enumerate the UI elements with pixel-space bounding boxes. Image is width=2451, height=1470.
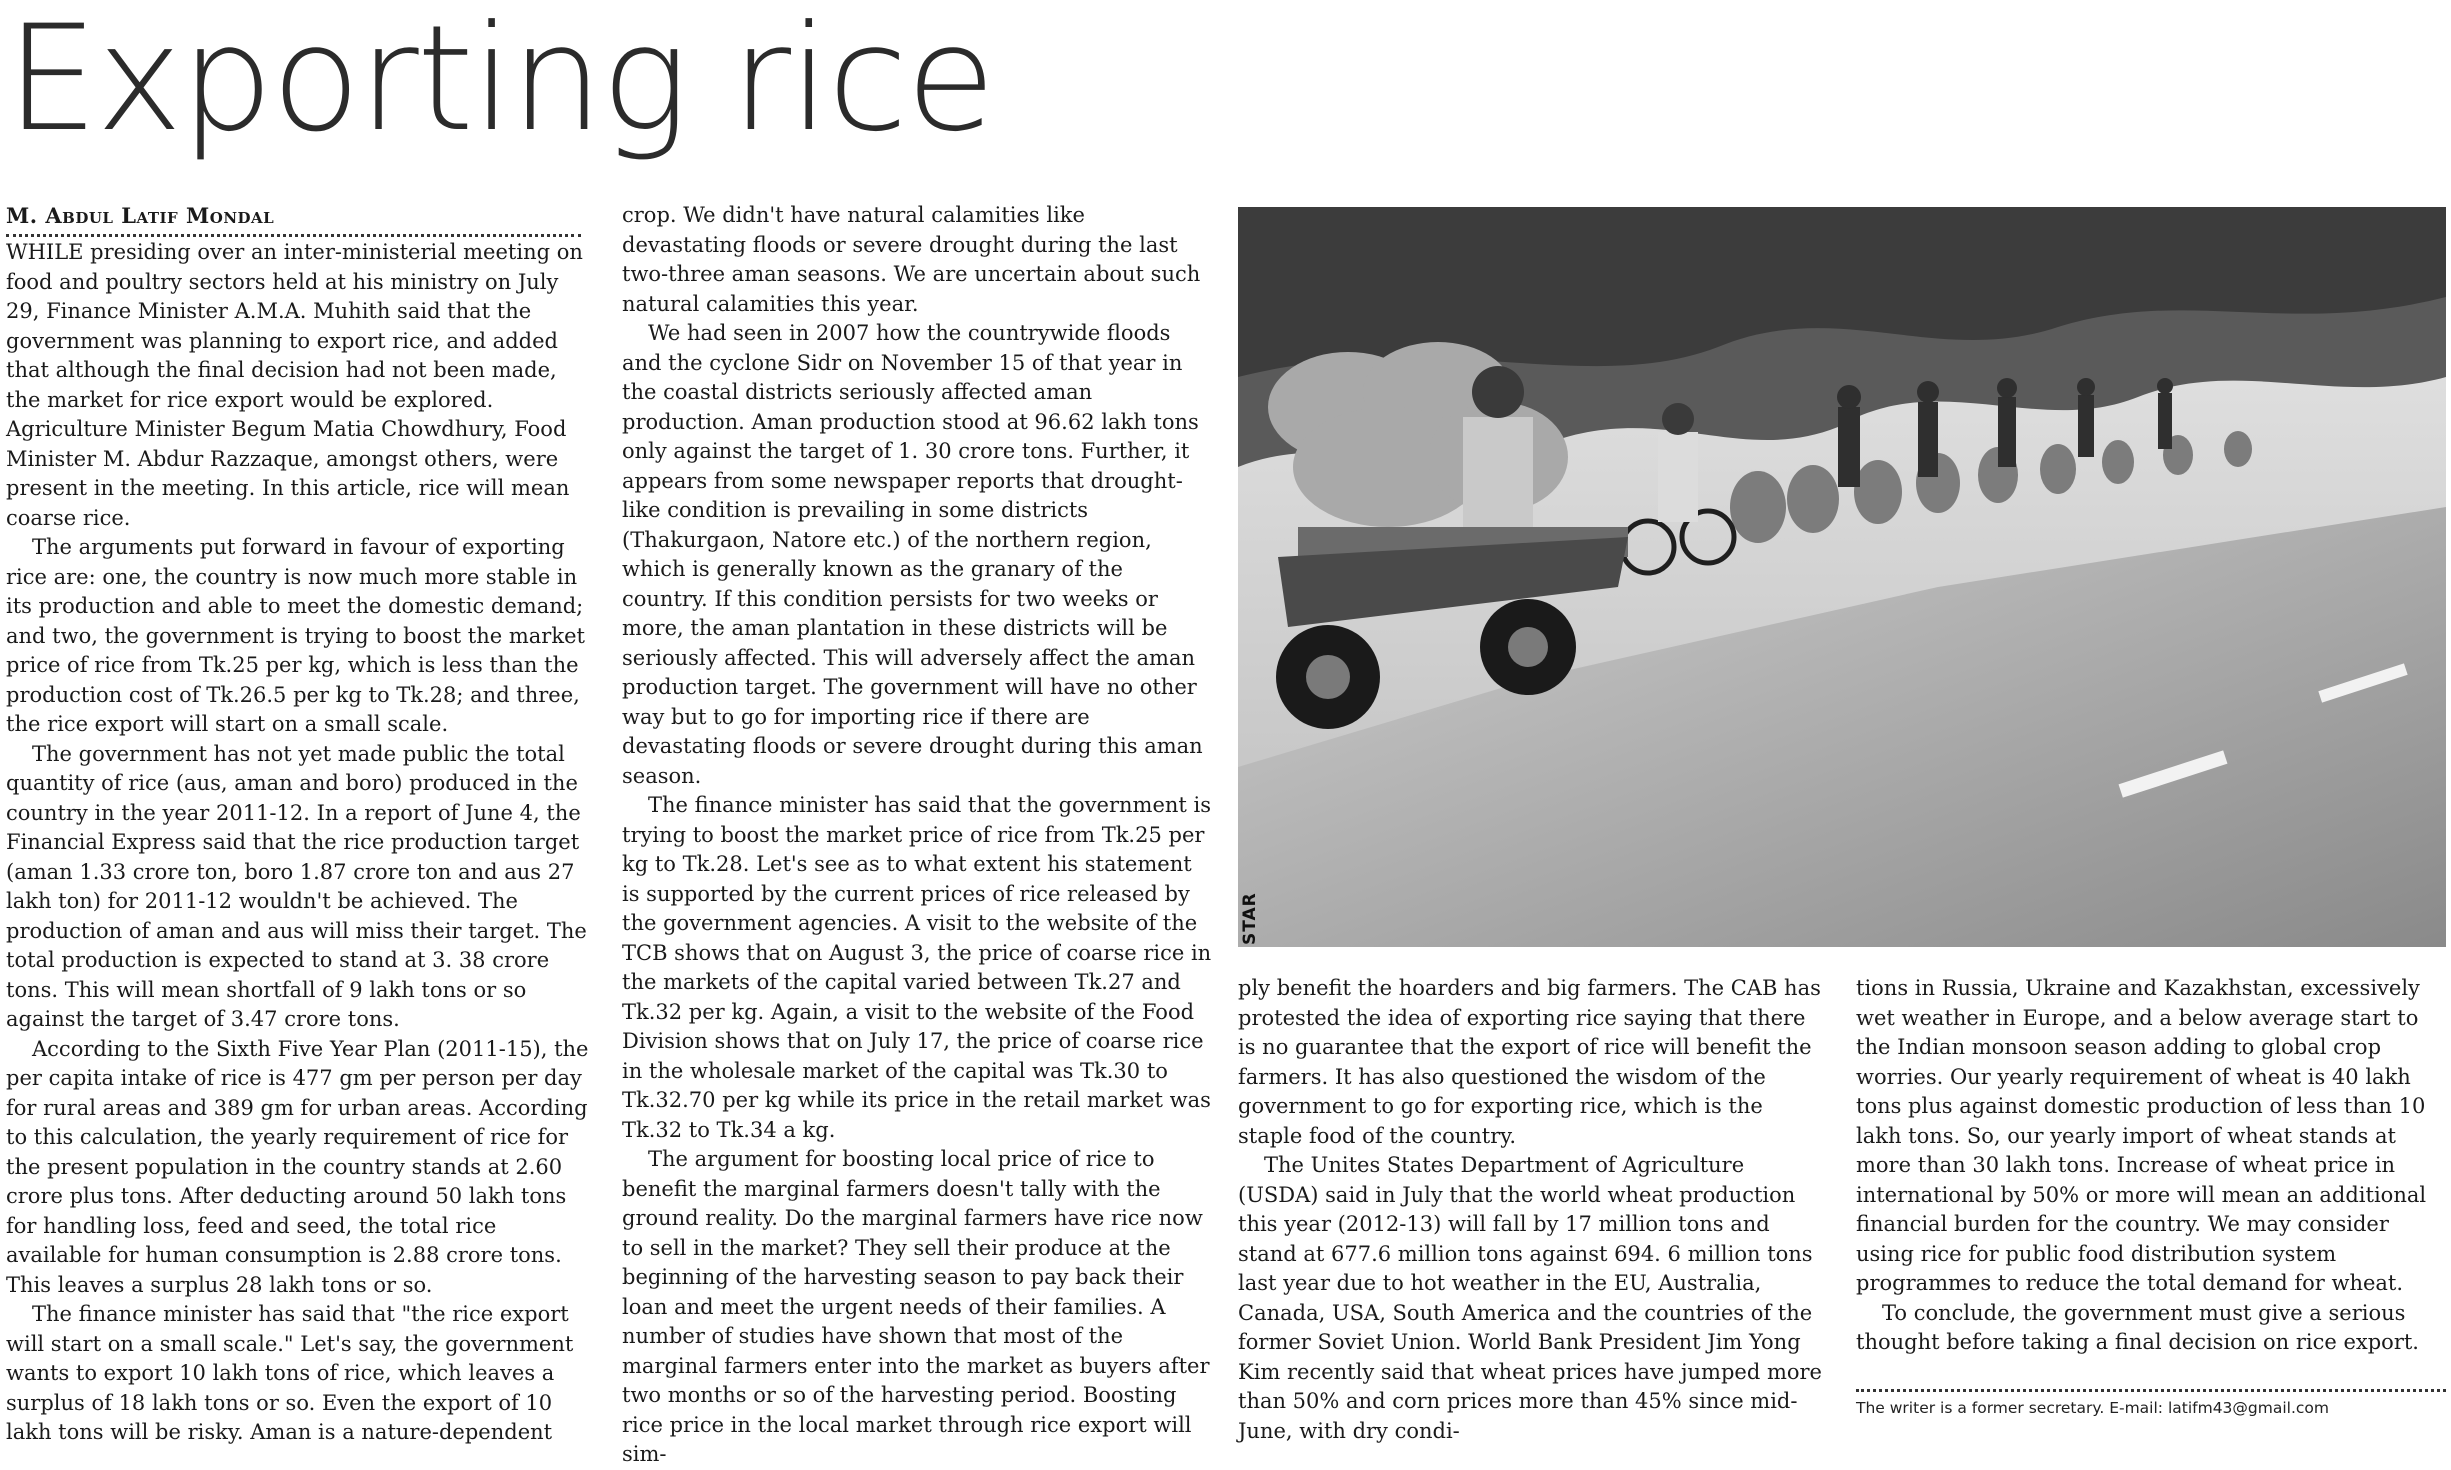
- paragraph: According to the Sixth Five Year Plan (2011-15), the per capita intake of rice is 477 gm per person per day for rural areas and 389 gm for urban areas. According to this calculation, the yearly requirement of rice for the present population in the country stands at 2.60 crore plus tons. After deducting around 50 lakh tons for handling loss, feed and seed, the total rice available for human consumption is 2.88 crore tons. This leaves a surplus 28 lakh tons or so.: [6, 1036, 589, 1297]
- author-footnote: The writer is a former secretary. E-mail: latifm43@gmail.com: [1856, 1389, 2446, 1417]
- paragraph: The government has not yet made public the total quantity of rice (aus, aman and boro) produced in the country in the year 2011-12. In a report of June 4, the Financial Express said that the rice production target (aman 1.33 crore ton, boro 1.87 crore ton and aus 27 lakh ton) for 2011-12 wouldn't be achieved. The production of aman and aus will miss their target. The total production is expected to stand at 3. 38 crore tons. This will mean shortfall of 9 lakh tons or so against the target of 3.47 crore tons.: [6, 741, 587, 1031]
- paragraph: ply benefit the hoarders and big farmers. The CAB has protested the idea of exporting rice saying that there is no guarantee that the export of rice will benefit the farmers. It has also questioned the wisdom of the government to go for exporting rice, which is the staple food of the country.: [1238, 976, 1821, 1148]
- paragraph: crop. We didn't have natural calamities like devastating floods or severe drought during the last two-three aman seasons. We are uncertain about such natural calamities this year.: [622, 203, 1201, 316]
- headline: Exporting rice: [6, 0, 994, 164]
- news-photo: [1238, 207, 2446, 947]
- article-column-1: [6, 238, 591, 1444]
- byline: M. Abdul Latif Mondal: [6, 203, 581, 237]
- paragraph: WHILE presiding over an inter-ministerial meeting on food and poultry sectors held at his ministry on July 29, Finance Minister A.M.A. Muhith said that the government was planning to export rice, and added that although the final decision had not been made, the market for rice export would be explored. Agriculture Minister Begum Matia Chowdhury, Food Minister M. Abdur Razzaque, amongst others, were present in the meeting. In this article, rice will mean coarse rice.: [6, 240, 583, 530]
- paragraph: The argument for boosting local price of rice to benefit the marginal farmers doesn't tally with the ground reality. Do the marginal farmers have rice now to sell in the market? They sell their produce at the beginning of the harvesting season to pay back their loan and meet the urgent needs of their families. A number of studies have shown that most of the marginal farmers enter into the market as buyers after two months or so of the harvesting period. Boosting rice price in the local market through rice export will sim-: [622, 1147, 1210, 1466]
- paragraph: The Unites States Department of Agriculture (USDA) said in July that the world wheat production this year (2012-13) will fall by 17 million tons and stand at 677.6 million tons against 694. 6 million tons last year due to hot weather in the EU, Australia, Canada, USA, South America and the countries of the former Soviet Union. World Bank President Jim Yong Kim recently said that wheat prices have jumped more than 50% and corn prices more than 45% since mid-June, with dry condi-: [1238, 1153, 1822, 1443]
- paragraph: The arguments put forward in favour of exporting rice are: one, the country is now much more stable in its production and able to meet the domestic demand; and two, the government is trying to boost the market price of rice from Tk.25 per kg, which is less than the production cost of Tk.26.5 per kg to Tk.28; and three, the rice export will start on a small scale.: [6, 535, 585, 736]
- article-column-4: [1856, 974, 2446, 1386]
- paragraph: To conclude, the government must give a serious thought before taking a final decision on rice export.: [1856, 1300, 2419, 1354]
- paragraph: The finance minister has said that "the rice export will start on a small scale." Let's say, the government wants to export 10 lakh tons of rice, which leaves a surplus of 18 lakh tons or so. Even the export of 10 lakh tons will be risky. Aman is a nature-dependent: [6, 1302, 574, 1444]
- photo-illustration: [1238, 207, 2446, 947]
- paragraph: The finance minister has said that the government is trying to boost the market price of rice from Tk.25 per kg to Tk.28. Let's see as to what extent his statement is supported by the current prices of rice released by the government agencies. A visit to the website of the TCB shows that on August 3, the price of coarse rice in the markets of the capital varied between Tk.27 and Tk.32 per kg. Again, a visit to the website of the Food Division shows that on July 17, the price of coarse rice in the wholesale market of the capital was Tk.30 to Tk.32.70 per kg while its price in the retail market was Tk.32 to Tk.34 a kg.: [622, 793, 1212, 1142]
- paragraph: tions in Russia, Ukraine and Kazakhstan, excessively wet weather in Europe, and a below average start to the Indian monsoon season adding to global crop worries. Our yearly requirement of wheat is 40 lakh tons plus against domestic production of less than 10 lakh tons. So, our yearly import of wheat stands at more than 30 lakh tons. Increase of wheat price in international by 50% or more will mean an additional financial burden for the country. We may consider using rice for public food distribution system programmes to reduce the total demand for wheat.: [1856, 976, 2427, 1295]
- article-column-2: [622, 201, 1214, 1466]
- photo-credit: STAR: [1240, 892, 1260, 945]
- article-column-3: [1238, 974, 1824, 1443]
- paragraph: We had seen in 2007 how the countrywide floods and the cyclone Sidr on November 15 of that year in the coastal districts seriously affected aman production. Aman production stood at 96.62 lakh tons only against the target of 1. 30 crore tons. Further, it appears from some newspaper reports that drought-like condition is prevailing in some districts (Thakurgaon, Natore etc.) of the northern region, which is generally known as the granary of the country. If this condition persists for two weeks or more, the aman plantation in these districts will be seriously affected. This will adversely affect the aman production target. The government will have no other way but to go for importing rice if there are devastating floods or severe drought during this aman season.: [622, 321, 1203, 788]
